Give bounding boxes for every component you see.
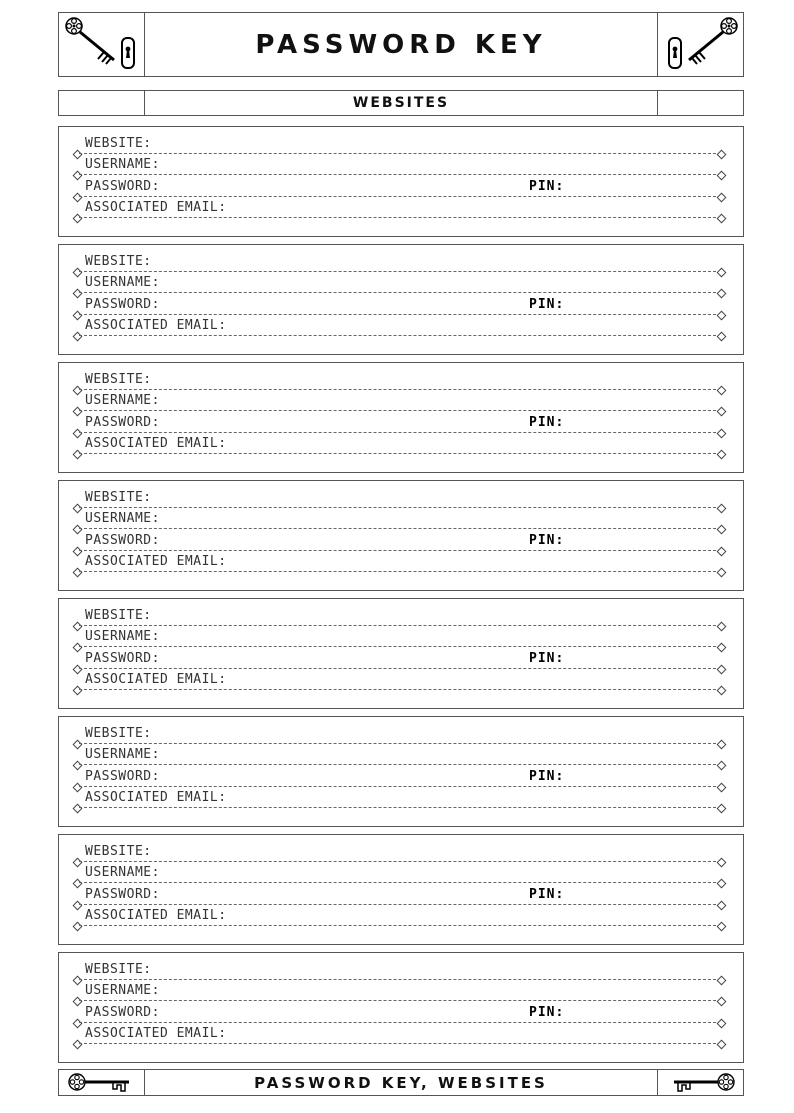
website-label: WEBSITE: [85,844,152,859]
email-line[interactable] [79,689,721,690]
username-row [59,980,743,1002]
username-row [59,626,743,648]
email-row [59,315,743,337]
password-entry-card [58,716,744,827]
username-row [59,154,743,176]
email-row [59,787,743,809]
pin-label: PIN: [529,415,565,430]
email-line[interactable] [79,217,721,218]
diamond-icon [73,686,83,696]
email-label: ASSOCIATED EMAIL: [85,790,227,805]
email-row [59,197,743,219]
password-entry-card [58,952,744,1063]
website-label: WEBSITE: [85,962,152,977]
pin-label: PIN: [529,179,565,194]
pin-label: PIN: [529,769,565,784]
email-label: ASSOCIATED EMAIL: [85,318,227,333]
username-label: USERNAME: [85,747,160,762]
email-row [59,669,743,691]
diamond-icon [73,214,83,224]
password-row [59,1002,743,1024]
skeleton-key-icon [64,16,140,74]
website-row [59,723,743,745]
password-label: PASSWORD: [85,415,160,430]
password-entry-card [58,598,744,709]
password-entry-card [58,362,744,473]
skeleton-key-icon [663,16,739,74]
email-row [59,905,743,927]
website-row [59,841,743,863]
email-line[interactable] [79,453,721,454]
username-row [59,744,743,766]
diamond-icon [717,568,727,578]
username-row [59,272,743,294]
username-label: USERNAME: [85,275,160,290]
email-row [59,551,743,573]
website-row [59,487,743,509]
section-bar [58,90,744,116]
page-header [58,12,744,77]
password-entry-card [58,126,744,237]
diamond-icon [73,1040,83,1050]
website-label: WEBSITE: [85,254,152,269]
section-title: WEBSITES [352,95,450,111]
section-left-cell [59,91,145,115]
website-label: WEBSITE: [85,490,152,505]
website-label: WEBSITE: [85,372,152,387]
pin-label: PIN: [529,1005,565,1020]
diamond-icon [73,450,83,460]
username-label: USERNAME: [85,629,160,644]
diamond-icon [73,804,83,814]
footer-left-cell [59,1070,145,1095]
diamond-icon [73,568,83,578]
pin-label: PIN: [529,887,565,902]
email-line[interactable] [79,1043,721,1044]
email-label: ASSOCIATED EMAIL: [85,200,227,215]
username-label: USERNAME: [85,983,160,998]
website-row [59,133,743,155]
username-line[interactable] [79,764,721,765]
password-label: PASSWORD: [85,1005,160,1020]
password-label: PASSWORD: [85,887,160,902]
header-title-cell [145,13,657,76]
password-row [59,294,743,316]
page-footer [58,1069,744,1096]
email-label: ASSOCIATED EMAIL: [85,436,227,451]
password-label: PASSWORD: [85,179,160,194]
website-label: WEBSITE: [85,136,152,151]
username-label: USERNAME: [85,393,160,408]
diamond-icon [717,804,727,814]
email-row [59,1023,743,1045]
username-line[interactable] [79,882,721,883]
email-label: ASSOCIATED EMAIL: [85,1026,227,1041]
email-row [59,433,743,455]
username-line[interactable] [79,174,721,175]
email-line[interactable] [79,925,721,926]
password-entry-card [58,480,744,591]
password-entry-card [58,244,744,355]
header-right-cell [657,13,743,76]
diamond-icon [717,922,727,932]
header-left-cell [59,13,145,76]
email-label: ASSOCIATED EMAIL: [85,672,227,687]
password-row [59,176,743,198]
password-entry-card [58,834,744,945]
email-line[interactable] [79,335,721,336]
password-row [59,884,743,906]
username-label: USERNAME: [85,157,160,172]
pin-label: PIN: [529,651,565,666]
password-row [59,766,743,788]
website-row [59,251,743,273]
email-label: ASSOCIATED EMAIL: [85,554,227,569]
password-label: PASSWORD: [85,533,160,548]
email-line[interactable] [79,571,721,572]
password-label: PASSWORD: [85,297,160,312]
email-line[interactable] [79,807,721,808]
password-label: PASSWORD: [85,769,160,784]
section-title-cell [145,91,657,115]
page-title: PASSWORD KEY [255,29,547,60]
username-line[interactable] [79,528,721,529]
diamond-icon [73,332,83,342]
footer-title-cell [145,1070,657,1095]
pin-label: PIN: [529,297,565,312]
footer-title: PASSWORD KEY, WEBSITES [254,1073,548,1092]
username-row [59,390,743,412]
email-label: ASSOCIATED EMAIL: [85,908,227,923]
section-right-cell [657,91,743,115]
diamond-icon [717,214,727,224]
password-row [59,648,743,670]
key-icon [67,1072,137,1094]
password-row [59,412,743,434]
username-label: USERNAME: [85,511,160,526]
diamond-icon [717,450,727,460]
diamond-icon [73,922,83,932]
pin-label: PIN: [529,533,565,548]
username-line[interactable] [79,292,721,293]
website-row [59,959,743,981]
username-label: USERNAME: [85,865,160,880]
website-label: WEBSITE: [85,608,152,623]
username-line[interactable] [79,646,721,647]
username-row [59,862,743,884]
diamond-icon [717,332,727,342]
username-row [59,508,743,530]
website-row [59,369,743,391]
website-row [59,605,743,627]
diamond-icon [717,686,727,696]
footer-right-cell [657,1070,743,1095]
username-line[interactable] [79,410,721,411]
key-icon [666,1072,736,1094]
diamond-icon [717,1040,727,1050]
username-line[interactable] [79,1000,721,1001]
website-label: WEBSITE: [85,726,152,741]
password-label: PASSWORD: [85,651,160,666]
password-row [59,530,743,552]
